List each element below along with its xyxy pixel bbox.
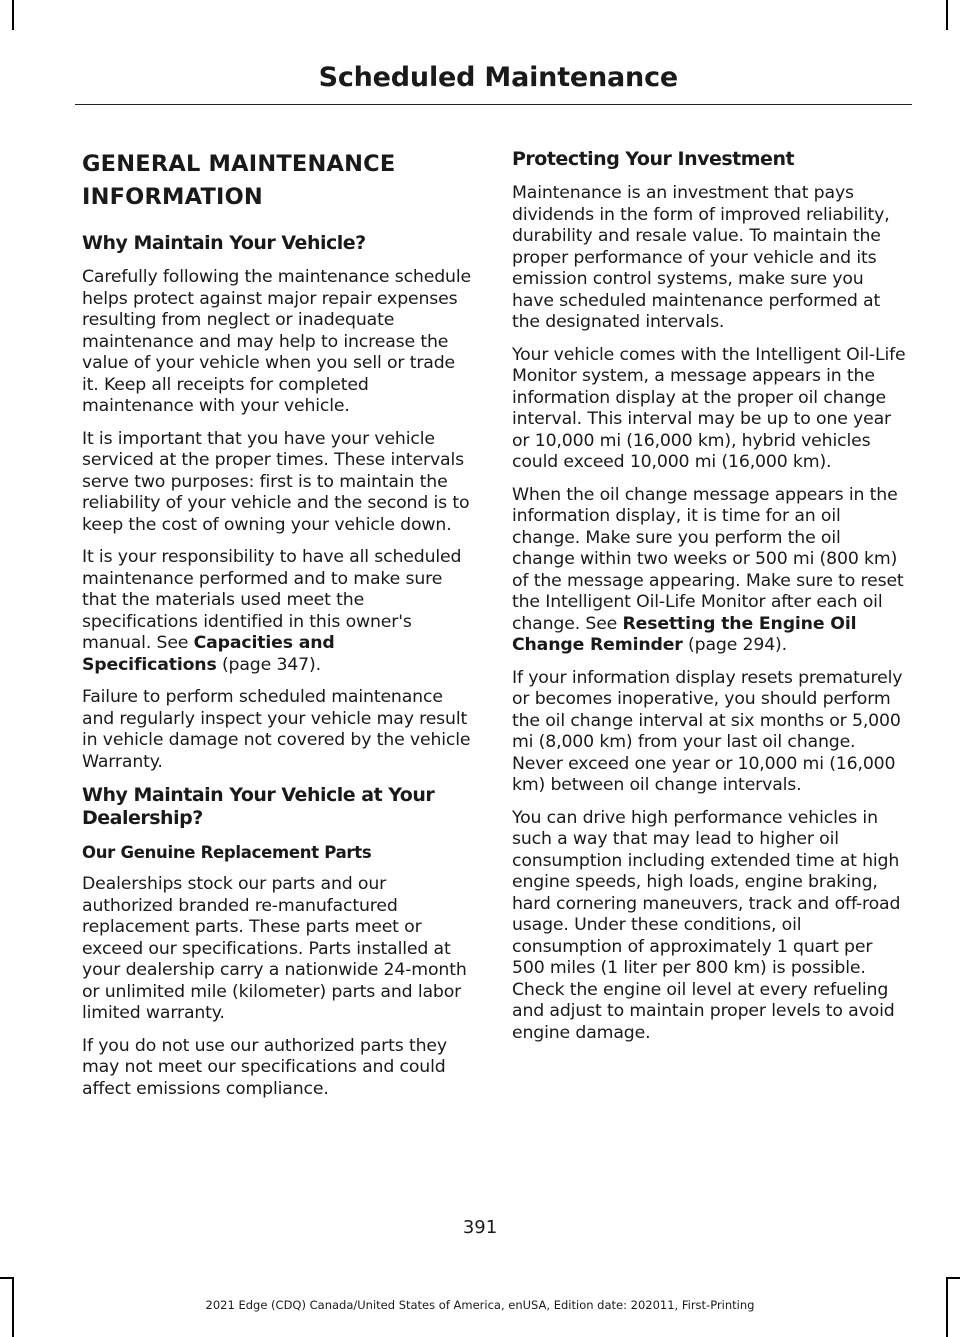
paragraph-authorized-parts: If you do not use our authorized parts they may not meet our specifications and could affect emissions compliance. [82, 1035, 447, 1099]
paragraph-oil-change-message [512, 485, 907, 657]
crop-mark-top-left [12, 0, 14, 30]
paragraph-maintenance-schedule: Carefully following the maintenance schedule helps protect against major repair expenses resulting from neglect or inadequate maintenance and may help to increase the value of your vehicle when you sell or trade it. Keep all receipts for completed maintenance with your vehicle. [82, 267, 471, 416]
crop-mark-bottom-right-horizontal [946, 1277, 960, 1279]
reset-reminder-page-ref: (page 294). [682, 635, 787, 655]
left-column [82, 140, 474, 1111]
paragraph-failure-warranty: Failure to perform scheduled maintenance and regularly inspect your vehicle may result in vehicle damage not covered by the vehicle Warranty. [82, 687, 471, 772]
paragraph-dealership-parts: Dealerships stock our parts and our authorized branded re-manufactured replacement parts. These parts meet or exceed our specifications. Parts installed at your dealership carry a nationwide 24-month or unlimited mile (kilometer) parts and labor limited warranty. [82, 874, 467, 1023]
capacities-link[interactable]: Capacities and Specifications [82, 633, 335, 675]
page-header-title: Scheduled Maintenance [318, 62, 678, 93]
paragraph-investment: Maintenance is an investment that pays dividends in the form of improved reliability, durability and resale value. To maintain the proper performance of your vehicle and its emission control systems, make sure you have scheduled maintenance performed at the designated intervals. [512, 183, 890, 332]
dealership-heading: Why Maintain Your Vehicle at Your Dealership? [82, 784, 435, 829]
crop-mark-bottom-left-horizontal [0, 1277, 14, 1279]
paragraph-display-resets: If your information display resets prematurely or becomes inoperative, you should perform the oil change interval at six months or 5,000 mi (8,000 km) from your last oil change. Never exceed one year or 10,000 mi (16,000 km) between oil change intervals. [512, 667, 903, 795]
section-heading: GENERAL MAINTENANCE INFORMATION [82, 151, 396, 210]
responsibility-text: It is your responsibility to have all scheduled maintenance performed and to make sure that the materials used meet the specifications identified in this owner's manual. See [82, 547, 462, 653]
reset-reminder-link[interactable]: Resetting the Engine Oil Change Reminder [512, 613, 857, 655]
page-number: 391 [462, 1217, 498, 1238]
header-divider [75, 104, 912, 105]
right-column [512, 140, 907, 1055]
protecting-investment-heading: Protecting Your Investment [512, 148, 795, 170]
paragraph-responsibility [82, 547, 474, 676]
edition-footer: 2021 Edge (CDQ) Canada/United States of America, enUSA, Edition date: 202011, First-Printing [205, 1298, 755, 1312]
paragraph-oil-life-monitor: Your vehicle comes with the Intelligent Oil-Life Monitor system, a message appears in the information display at the proper oil change interval. This interval may be up to one year or 10,000 mi (16,000 km), hybrid vehicles could exceed 10,000 mi (16,000 km). [512, 344, 906, 472]
paragraph-service-intervals: It is important that you have your vehicle serviced at the proper times. These intervals serve two purposes: first is to maintain the reliability of your vehicle and the second is to keep the cost of owning your vehicle down. [82, 428, 470, 535]
oil-change-text: When the oil change message appears in the information display, it is time for an oil change. Make sure you perform the oil change within two weeks or 500 mi (800 km) of the message appearing. Make sure to reset the Intelligent Oil-Life Monitor after each oil change. See [512, 484, 904, 634]
why-maintain-heading: Why Maintain Your Vehicle? [82, 232, 366, 254]
crop-mark-top-right [946, 0, 948, 30]
paragraph-high-performance: You can drive high performance vehicles in such a way that may lead to higher oil consumption including extended time at high engine speeds, high loads, engine braking, hard cornering maneuvers, track and off-road usage. Under these conditions, oil consumption of approximately 1 quart per 500 miles (1 liter per 800 km) is possible. Check the engine oil level at every refueling and adjust to maintain proper levels to avoid engine damage. [512, 807, 901, 1043]
genuine-parts-heading: Our Genuine Replacement Parts [82, 843, 372, 862]
capacities-page-ref: (page 347). [216, 654, 321, 675]
